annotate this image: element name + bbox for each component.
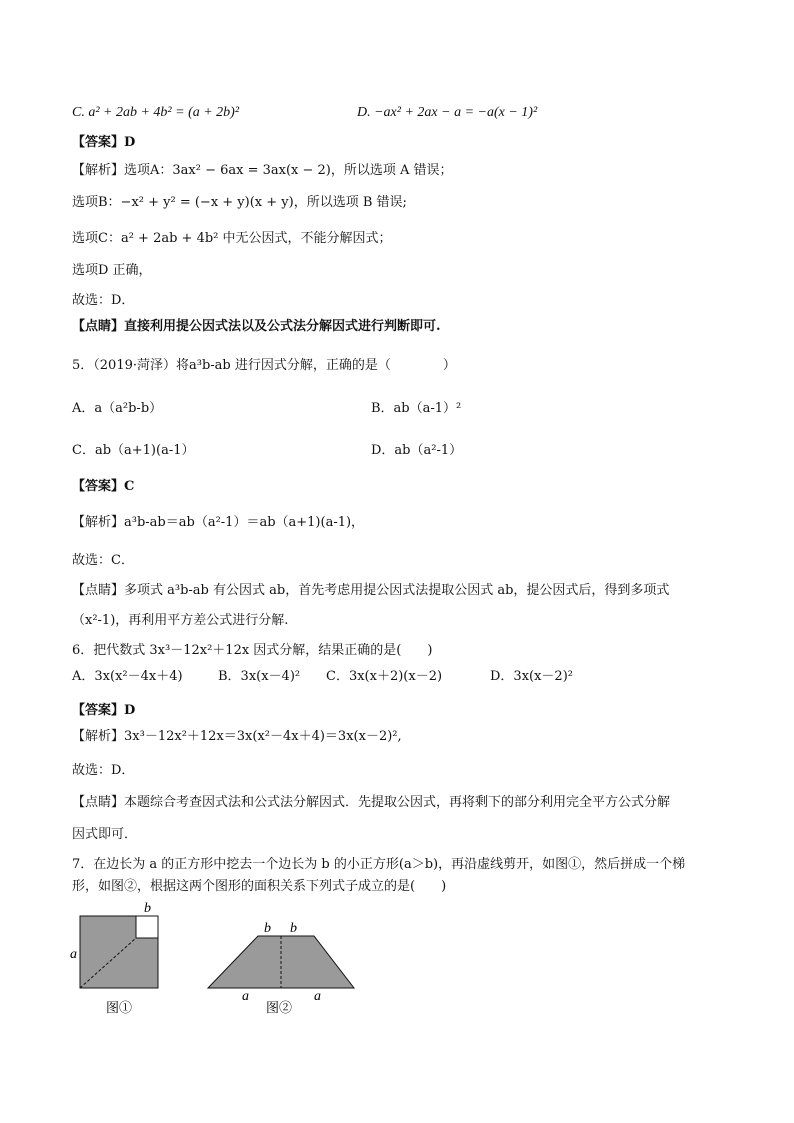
fig2-label-a-left: a xyxy=(242,989,249,1004)
q5-answer: 【答案】C xyxy=(72,479,135,494)
fig1-caption: 图① xyxy=(106,1001,133,1016)
q6-option-a: A．3x(x²－4x＋4) xyxy=(72,669,183,684)
q7-stem-line1: 7．在边长为 a 的正方形中挖去一个边长为 b 的小正方形(a＞b)，再沿虚线剪开，如图①，然后拼成一个梯 xyxy=(72,857,686,872)
q5-option-a: A．a（a²b-b） xyxy=(72,401,163,416)
q6-comment-line1: 【点睛】本题综合考查因式法和公式法分解因式．先提取公因式，再将剩下的部分利用完全平方公式分解 xyxy=(72,795,671,810)
figure-2-trapezoid xyxy=(208,936,354,988)
q7-figure-svg xyxy=(60,896,370,1026)
fig2-label-a-right: a xyxy=(314,989,321,1004)
q4-analysis-b: 选项B：−x² + y² = (−x + y)(x + y)，所以选项 B 错误; xyxy=(72,195,407,210)
q4-comment: 【点睛】直接利用提公因式法以及公式法分解因式进行判断即可. xyxy=(72,319,441,334)
q4-option-d: D. −ax² + 2ax − a = −a(x − 1)² xyxy=(357,105,538,120)
fig2-label-b-right: b xyxy=(290,921,297,936)
q5-analysis: 【解析】a³b-ab＝ab（a²-1）＝ab（a+1)(a-1)， xyxy=(72,515,365,530)
q7-figures xyxy=(60,896,370,1026)
q5-comment-line1: 【点睛】多项式 a³b-ab 有公因式 ab，首先考虑用提公因式法提取公因式 ab，提公因式后，得到多项式 xyxy=(72,583,670,598)
q6-analysis: 【解析】3x³－12x²＋12x＝3x(x²－4x＋4)＝3x(x－2)², xyxy=(72,729,402,744)
fig2-label-b-left: b xyxy=(264,921,271,936)
q6-comment-line2: 因式即可． xyxy=(72,827,138,842)
q5-option-c: C．ab（a+1)(a-1） xyxy=(72,443,195,458)
q6-option-b: B．3x(x－4)² xyxy=(218,669,301,684)
q5-stem: 5．（2019·菏泽）将a³b-ab 进行因式分解，正确的是（ ） xyxy=(72,358,456,373)
q6-choose: 故选：D． xyxy=(72,763,135,778)
q4-option-c: C. a² + 2ab + 4b² = (a + 2b)² xyxy=(72,105,240,120)
q6-option-c: C．3x(x＋2)(x－2) xyxy=(326,669,443,684)
q7-stem-line2: 形，如图②，根据这两个图形的面积关系下列式子成立的是( ) xyxy=(72,879,447,894)
q5-option-d: D．ab（a²-1） xyxy=(371,443,463,458)
q4-analysis-d: 选项D 正确， xyxy=(72,263,152,278)
q4-analysis-c: 选项C：a² + 2ab + 4b² 中无公因式，不能分解因式； xyxy=(72,231,392,246)
q5-choose: 故选：C． xyxy=(72,553,134,568)
q5-comment-line2: （x²-1)，再利用平方差公式进行分解. xyxy=(72,613,289,628)
q4-answer: 【答案】D xyxy=(72,135,136,150)
q6-stem: 6．把代数式 3x³－12x²＋12x 因式分解，结果正确的是( ) xyxy=(72,643,433,658)
q5-option-b: B．ab（a-1）² xyxy=(371,401,462,416)
fig1-label-b: b xyxy=(144,901,151,916)
q4-analysis-a: 【解析】选项A：3ax² − 6ax = 3ax(x − 2)，所以选项 A 错误； xyxy=(72,163,453,178)
q6-answer: 【答案】D xyxy=(72,703,136,718)
fig1-label-a: a xyxy=(70,947,77,962)
fig2-caption: 图② xyxy=(266,1001,293,1016)
figure-1-square xyxy=(80,916,158,988)
q4-choose: 故选：D． xyxy=(72,293,135,308)
q6-option-d: D．3x(x－2)² xyxy=(490,669,573,684)
